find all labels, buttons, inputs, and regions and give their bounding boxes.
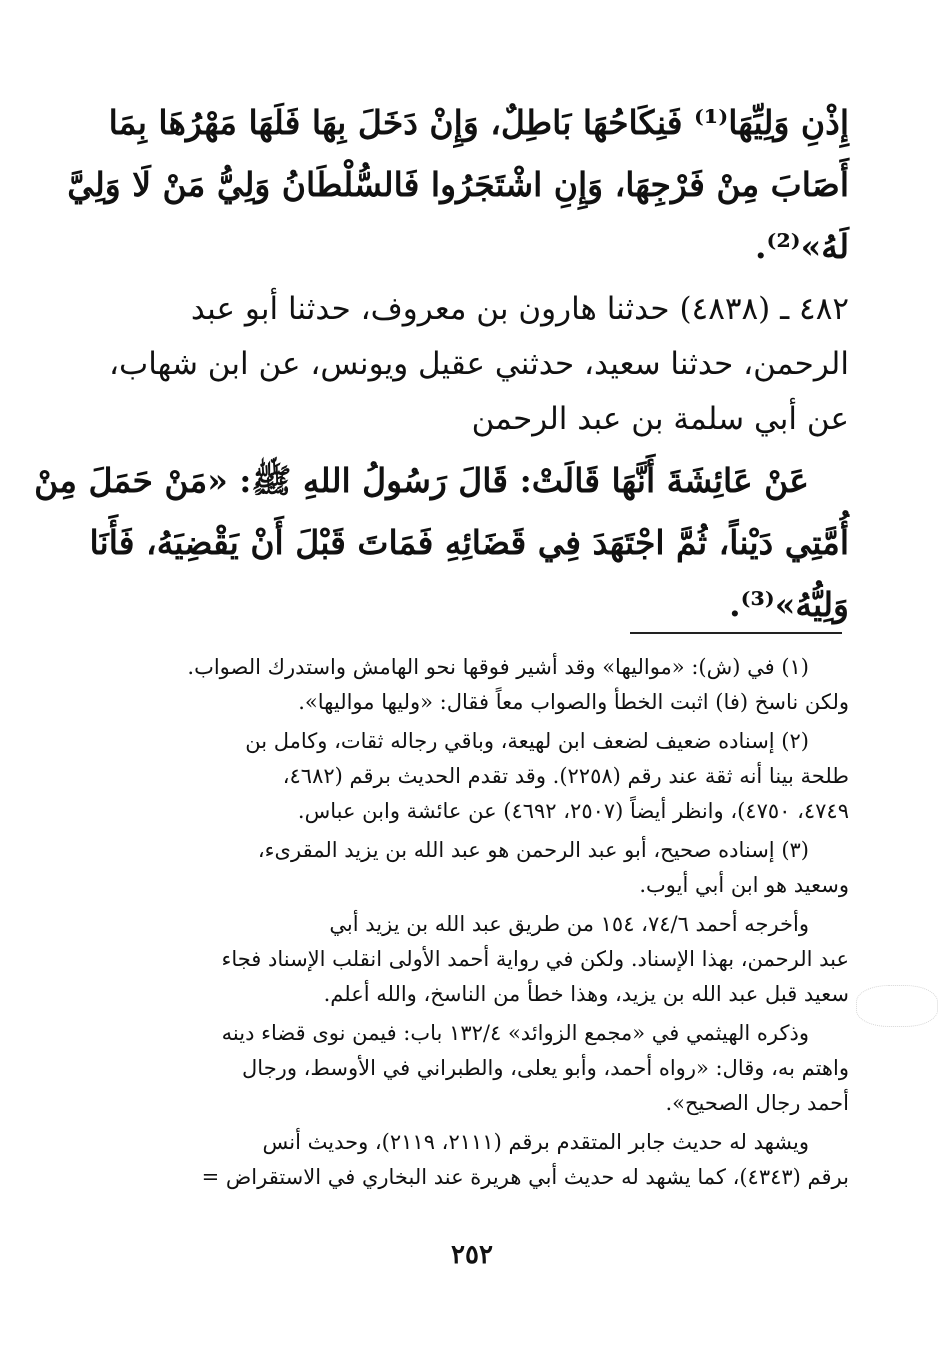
text-line: وسعيد هو ابن أبي أيوب.: [639, 873, 849, 897]
text-line: طلحة بينا أنه ثقة عند رقم (٢٢٥٨). وقد تقدم الحديث برقم (٤٦٨٢،: [282, 764, 849, 788]
text-line: أَصَابَ مِنْ فَرْجِهَا، وَإِنِ اشْتَجَرُوا فَالسُّلْطَانُ وَلِيُّ مَنْ لَا وَلِيَّ: [67, 165, 849, 204]
text-line: (٣) إسناده صحيح، أبو عبد الرحمن هو عبد الله بن يزيد المقرىء،: [257, 838, 809, 862]
footnote-2: [130, 724, 849, 829]
text-line: وذكره الهيثمي في «مجمع الزوائد» ١٣٢/٤ باب: فيمن نوى قضاء دينه: [221, 1021, 809, 1045]
text-line: برقم (٤٣٤٣)، كما يشهد له حديث أبي هريرة عند البخاري في الاستقراض =: [201, 1165, 849, 1189]
hadith-481-continuation: [67, 92, 849, 278]
text-line: ٤٨٢ ـ (٤٨٣٨) حدثنا هارون بن معروف، حدثنا أبو عبد: [190, 291, 849, 327]
text-line: ٤٧٤٩، ٤٧٥٠)، وانظر أيضاً (٢٥٠٧، ٤٦٩٢) عن عائشة وابن عباس.: [297, 799, 849, 823]
text-line: (٢) إسناده ضعيف لضعف ابن لهيعة، وباقي رجاله ثقات، وكامل بن: [245, 729, 809, 753]
hadith-482-isnad: [109, 282, 849, 447]
footnote-separator: [630, 632, 842, 634]
text-line: إِذْنِ وَلِيِّهَا⁽¹⁾ فَنِكَاحُهَا بَاطِلٌ، وَإِنْ دَخَلَ بِهَا فَلَهَا مَهْرُهَا بِمَا: [108, 103, 849, 142]
footnote-3-shawahid: [130, 1125, 849, 1195]
text-line: ويشهد له حديث جابر المتقدم برقم (٢١١١، ٢١١٩)، وحديث أنس: [262, 1130, 809, 1154]
text-line: واهتم به، وقال: «رواه أحمد، وأبو يعلى، والطبراني في الأوسط، ورجال: [242, 1056, 849, 1080]
text-line: (١) في (ش): «مواليها» وقد أشير فوقها نحو الهامش واستدرك الصواب.: [187, 655, 809, 679]
footnotes: [130, 650, 849, 1195]
page-number: ٢٥٢: [451, 1240, 493, 1270]
hadith-482-matn: [34, 450, 849, 636]
text-line: عَنْ عَائِشَةَ أَنَّهَا قَالَتْ: قَالَ رَسُولُ اللهِ ﷺ: «مَنْ حَمَلَ مِنْ: [34, 461, 809, 500]
text-line: عبد الرحمن، بهذا الإسناد. ولكن في رواية أحمد الأولى انقلب الإسناد فجاء: [221, 947, 849, 971]
footnote-1: [130, 650, 849, 720]
footnote-3-takhrij: [130, 907, 849, 1012]
text-line: سعيد قبل عبد الله بن يزيد، وهذا خطأ من الناسخ، والله أعلم.: [323, 982, 849, 1006]
footnote-3: [130, 833, 849, 903]
text-line: وأخرجه أحمد ٧٤/٦، ١٥٤ من طريق عبد الله بن يزيد أبي: [329, 912, 809, 936]
paper-stain: [856, 985, 938, 1027]
text-line: عن أبي سلمة بن عبد الرحمن: [471, 401, 849, 437]
text-line: أُمَّتِي دَيْناً، ثُمَّ اجْتَهَدَ فِي قَضَائِهِ فَمَاتَ قَبْلَ أَنْ يَقْضِيَهُ، فَأَنَا: [89, 523, 849, 562]
text-line: أحمد رجال الصحيح».: [665, 1091, 849, 1115]
text-line: ولكن ناسخ (فا) اثبت الخطأ والصواب معاً فقال: «وليها مواليها».: [298, 690, 849, 714]
text-line: الرحمن، حدثنا سعيد، حدثني عقيل ويونس، عن ابن شهاب،: [109, 346, 849, 382]
text-line: لَهُ»⁽²⁾.: [755, 227, 849, 266]
footnote-3-haythami: [130, 1016, 849, 1121]
text-line: وَلِيُّهُ»⁽³⁾.: [729, 585, 849, 624]
